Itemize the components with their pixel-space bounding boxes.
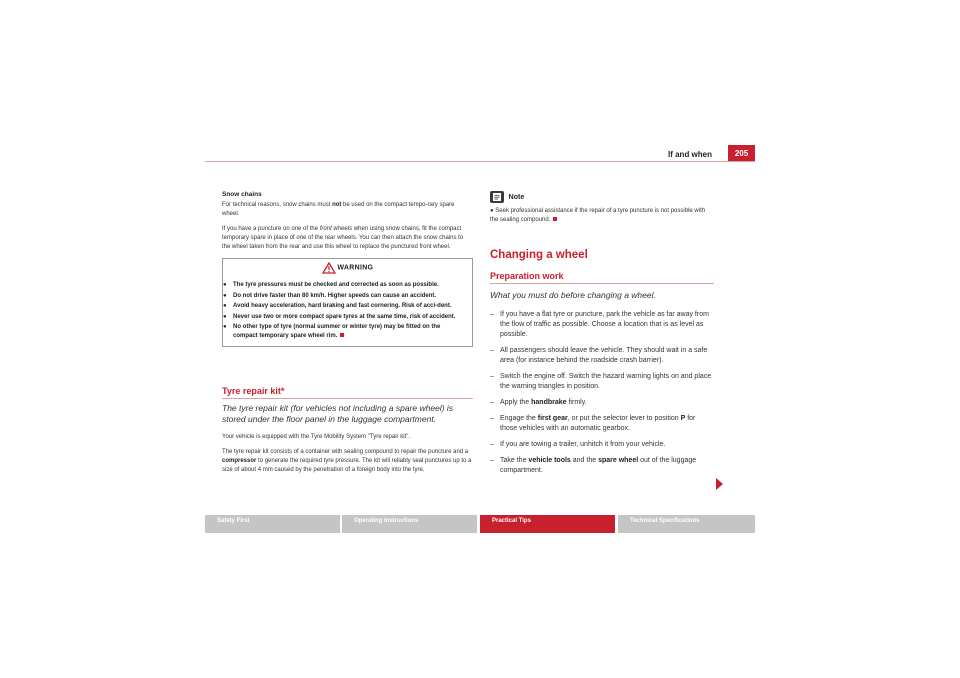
running-header-title: If and when <box>668 150 712 159</box>
footer-tab-safety-first[interactable]: Safety First <box>205 515 340 533</box>
snow-chains-paragraph-2: If you have a puncture on one of the front wheels when using snow chains, fit the compact temporary spare in place of one of the rear wheels. You can then attach the snow chains to the wheel taken from the rear and use this wheel to replace the punctured front wheel. <box>222 226 464 250</box>
preparation-heading: Preparation work <box>490 271 564 281</box>
preparation-rule <box>490 283 714 284</box>
tyre-repair-heading: Tyre repair kit* <box>222 386 285 396</box>
preparation-step: – Take the vehicle tools and the spare wheel out of the luggage compartment. <box>490 457 697 474</box>
warning-label: WARNING <box>337 264 374 272</box>
preparation-section <box>490 272 714 476</box>
left-column <box>222 190 473 481</box>
tyre-repair-paragraph-2: The tyre repair kit consists of a container with sealing compound to repair the puncture and a compressor to generate the required tyre pressure. The kit will reliably seal punctures up to a size of about 4 mm caused by the penetration of a foreign body into the tyre. <box>222 449 472 473</box>
note-header <box>490 191 714 205</box>
warning-item: ● Do not drive faster than 80 km/h. Higher speeds can cause an accident. <box>223 292 437 299</box>
preparation-step: – Apply the handbrake firmly. <box>490 399 587 406</box>
preparation-subtitle: What you must do before changing a wheel. <box>490 290 656 300</box>
warning-triangle-icon <box>322 262 336 274</box>
warning-item: ● Never use two or more compact spare tyres at the same time, risk of accident. <box>223 313 456 320</box>
warning-box <box>222 258 473 347</box>
warning-item: ● The tyre pressures must be checked and corrected as soon as possible. <box>223 282 439 288</box>
tyre-repair-section <box>222 387 473 475</box>
warning-header <box>223 259 472 280</box>
warning-item: ● Avoid heavy acceleration, hard braking and fast cornering. Risk of acci-dent. <box>223 303 452 309</box>
note-icon <box>490 191 504 203</box>
tyre-repair-paragraph-1: Your vehicle is equipped with the Tyre Mobility System "Tyre repair kit". <box>222 434 411 440</box>
warning-item: ● No other type of tyre (normal summer or winter tyre) may be fitted on the compact temporary spare wheel rim. <box>223 324 441 339</box>
end-of-section-mark <box>340 333 344 337</box>
note-label: Note <box>508 193 525 201</box>
footer-tab-technical-specifications[interactable]: Technical Specifications <box>618 515 755 533</box>
preparation-step: – Switch the engine off. Switch the hazard warning lights on and place the warning triangles in position. <box>490 373 712 390</box>
header-rule <box>205 161 755 162</box>
note-text: ● Seek professional assistance if the repair of a tyre puncture is not possible with the sealing compound. <box>490 208 706 223</box>
preparation-step: – Engage the first gear, or put the selector lever to position P for those vehicles with an automatic gearbox. <box>490 415 696 432</box>
right-column <box>490 191 714 482</box>
footer-tab-practical-tips[interactable]: Practical Tips <box>480 515 615 533</box>
snow-chains-heading: Snow chains <box>222 191 262 198</box>
preparation-step: – If you are towing a trailer, unhitch it from your vehicle. <box>490 441 666 448</box>
tyre-repair-rule <box>222 398 473 399</box>
end-of-section-mark <box>553 217 557 221</box>
changing-wheel-heading: Changing a wheel <box>490 249 588 261</box>
footer-tab-operating-instructions[interactable]: Operating Instructions <box>342 515 477 533</box>
page-number: 205 <box>728 145 755 161</box>
preparation-step: – If you have a flat tyre or puncture, park the vehicle as far away from the flow of traffic as possible. Choose a location that is as level as possible. <box>490 311 709 338</box>
next-page-arrow-icon[interactable] <box>716 478 723 490</box>
preparation-step: – All passengers should leave the vehicle. They should wait in a safe area (for instance behind the roadside crash barrier). <box>490 347 708 364</box>
tyre-repair-subtitle: The tyre repair kit (for vehicles not including a spare wheel) is stored under the floor panel in the luggage compartment. <box>222 403 454 424</box>
snow-chains-paragraph-1: For technical reasons, snow chains must not be used on the compact tempo-rary spare wheel. <box>222 202 455 217</box>
